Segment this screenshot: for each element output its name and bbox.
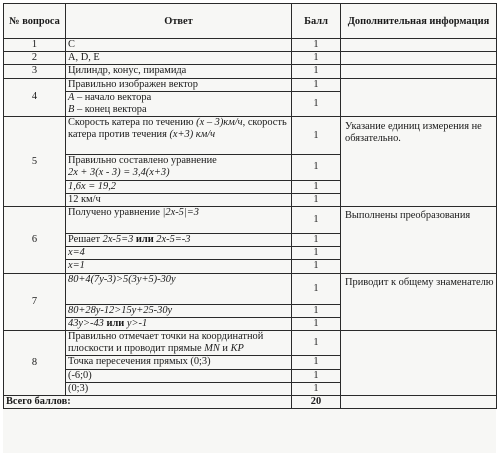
answer-cell	[66, 91, 292, 116]
answer-key-table	[3, 3, 497, 409]
info-text: Приводит к общему знаменателю	[345, 276, 494, 288]
score-cell: 1	[292, 65, 341, 78]
answer-equation: у>-1	[126, 317, 148, 329]
answer-var: А	[68, 91, 75, 103]
info-cell	[341, 78, 497, 117]
answer-cell: Цилиндр, конус, пирамида	[66, 65, 292, 78]
score-cell: 1	[292, 78, 341, 91]
answer-cell: х=1	[66, 260, 292, 273]
answer-line-name: MN	[204, 343, 220, 355]
total-score: 20	[292, 396, 341, 409]
total-label: Всего баллов:	[4, 396, 292, 409]
answer-text: – начало вектора	[74, 91, 152, 103]
answer-cell	[66, 155, 292, 180]
answer-var: В	[68, 104, 75, 116]
header-extra-info: Дополнительная информация	[341, 4, 497, 39]
table-row	[4, 65, 497, 78]
answer-key-document	[3, 3, 496, 453]
answer-cell: Правильно изображен вектор	[66, 78, 292, 91]
answer-expression: (х – 3)км/ч	[196, 117, 243, 129]
answer-cell: х=4	[66, 247, 292, 260]
info-cell	[341, 39, 497, 52]
question-number: 3	[4, 65, 66, 78]
answer-cell	[66, 207, 292, 234]
answer-cell: 80+28у-12>15у+25-30у	[66, 304, 292, 317]
answer-cell: Точка пересечения прямых (0;3)	[66, 356, 292, 369]
answer-cell: 80+4(7у-3)>5(3у+5)-30у	[66, 273, 292, 304]
answer-text: Получено уравнение	[68, 207, 163, 219]
info-cell	[341, 52, 497, 65]
score-cell: 1	[292, 382, 341, 395]
score-cell: 1	[292, 91, 341, 116]
answer-cell	[66, 331, 292, 356]
score-cell: 1	[292, 180, 341, 193]
answer-equation: 2х-5=-3	[156, 234, 191, 246]
table-row	[4, 117, 497, 155]
info-cell	[341, 331, 497, 396]
score-cell: 1	[292, 356, 341, 369]
answer-or: или	[103, 317, 127, 329]
info-cell	[341, 273, 497, 330]
answer-cell: C	[66, 39, 292, 52]
score-cell: 1	[292, 155, 341, 180]
table-row	[4, 39, 497, 52]
answer-cell: (-6;0)	[66, 369, 292, 382]
score-cell: 1	[292, 260, 341, 273]
table-row	[4, 273, 497, 304]
answer-equation: 2х-5=3	[102, 234, 134, 246]
table-row	[4, 78, 497, 91]
answer-equation: 2х + 3(х - 3) = 3,4(х+3)	[68, 167, 170, 179]
question-number: 4	[4, 78, 66, 117]
question-number: 8	[4, 331, 66, 396]
table-header-row	[4, 4, 497, 39]
table-row	[4, 331, 497, 356]
answer-text: – конец вектора	[74, 104, 147, 116]
info-text: Указание единиц измерения не обязательно.	[345, 121, 482, 145]
score-cell: 1	[292, 117, 341, 155]
answer-cell	[66, 317, 292, 330]
header-answer: Ответ	[66, 4, 292, 39]
score-cell: 1	[292, 369, 341, 382]
info-cell	[341, 396, 497, 409]
answer-text: Решает	[68, 234, 103, 246]
info-cell	[341, 65, 497, 78]
question-number: 1	[4, 39, 66, 52]
answer-equation: |2х-5|=3	[162, 207, 199, 219]
table-row	[4, 52, 497, 65]
score-cell: 1	[292, 317, 341, 330]
answer-or: или	[133, 234, 157, 246]
score-cell: 1	[292, 273, 341, 304]
score-cell: 1	[292, 207, 341, 234]
info-cell	[341, 117, 497, 207]
score-cell: 1	[292, 234, 341, 247]
info-text: Выполнены преобразования	[345, 210, 471, 222]
score-cell: 1	[292, 52, 341, 65]
question-number: 5	[4, 117, 66, 207]
info-cell	[341, 207, 497, 274]
total-row	[4, 396, 497, 409]
answer-expression: (х+3) км/ч	[169, 129, 216, 141]
table-row	[4, 207, 497, 234]
answer-cell: (0;3)	[66, 382, 292, 395]
question-number: 2	[4, 52, 66, 65]
answer-equation: 43у>-43	[68, 317, 104, 329]
answer-cell	[66, 234, 292, 247]
question-number: 7	[4, 273, 66, 330]
answer-line-name: KP	[230, 343, 244, 355]
answer-text: и	[219, 343, 231, 355]
answer-cell: A, D, E	[66, 52, 292, 65]
score-cell: 1	[292, 331, 341, 356]
score-cell: 1	[292, 247, 341, 260]
answer-text: Правильно составлено уравнение	[68, 155, 217, 167]
answer-cell: 12 км/ч	[66, 193, 292, 206]
score-cell: 1	[292, 39, 341, 52]
answer-cell: 1,6х = 19,2	[66, 180, 292, 193]
header-score: Балл	[292, 4, 341, 39]
question-number: 6	[4, 207, 66, 274]
answer-text: , скорость катера против течения	[68, 117, 287, 141]
score-cell: 1	[292, 304, 341, 317]
header-question-no: № вопроса	[4, 4, 66, 39]
answer-cell	[66, 117, 292, 155]
answer-text: Скорость катера по течению	[68, 117, 197, 129]
score-cell: 1	[292, 193, 341, 206]
answer-text: Правильно отмечает точки на координатной плоскости и проводит прямые	[68, 331, 264, 355]
